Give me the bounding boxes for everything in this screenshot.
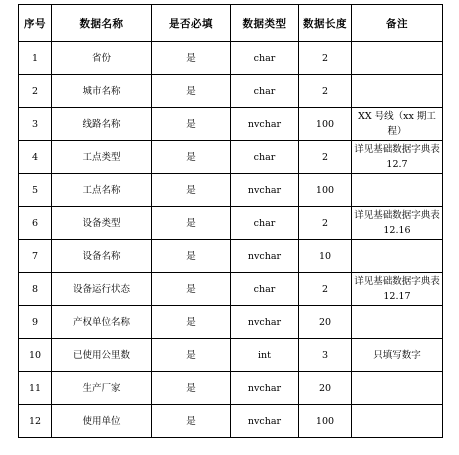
cell-data-name: 生产厂家 [52,372,152,405]
table-header [19,5,443,42]
cell-required: 是 [152,207,231,240]
cell-remarks: 只填写数字 [352,339,443,372]
cell-remarks: 详见基础数据字典表 12.7 [352,141,443,174]
table-row [19,174,443,207]
table-row [19,306,443,339]
cell-remarks: 详见基础数据字典表 12.16 [352,207,443,240]
cell-remarks: 详见基础数据字典表 12.17 [352,273,443,306]
cell-index: 1 [19,42,52,75]
cell-required: 是 [152,240,231,273]
cell-data-length: 20 [299,306,352,339]
cell-data-name: 已使用公里数 [52,339,152,372]
cell-data-length: 20 [299,372,352,405]
cell-data-type: int [231,339,299,372]
cell-data-length: 2 [299,141,352,174]
cell-data-name: 设备名称 [52,240,152,273]
cell-data-type: nvchar [231,108,299,141]
table-row [19,42,443,75]
cell-required: 是 [152,42,231,75]
cell-index: 6 [19,207,52,240]
table-row [19,273,443,306]
cell-index: 12 [19,405,52,438]
cell-data-name: 工点名称 [52,174,152,207]
cell-required: 是 [152,141,231,174]
cell-data-length: 2 [299,42,352,75]
cell-data-type: nvchar [231,240,299,273]
cell-data-type: nvchar [231,372,299,405]
cell-index: 9 [19,306,52,339]
cell-data-type: nvchar [231,174,299,207]
table-row [19,141,443,174]
header-required: 是否必填 [152,5,231,42]
field-spec-sheet [18,4,443,438]
cell-index: 11 [19,372,52,405]
table-row [19,207,443,240]
cell-remarks [352,240,443,273]
cell-data-type: char [231,207,299,240]
cell-data-name: 城市名称 [52,75,152,108]
cell-index: 4 [19,141,52,174]
cell-index: 2 [19,75,52,108]
cell-remarks [352,42,443,75]
cell-remarks [352,174,443,207]
cell-index: 7 [19,240,52,273]
cell-required: 是 [152,306,231,339]
header-data-name: 数据名称 [52,5,152,42]
table-row [19,339,443,372]
cell-data-name: 工点类型 [52,141,152,174]
cell-remarks [352,75,443,108]
cell-required: 是 [152,108,231,141]
header-row [19,5,443,42]
cell-index: 5 [19,174,52,207]
cell-data-name: 线路名称 [52,108,152,141]
cell-required: 是 [152,372,231,405]
cell-required: 是 [152,405,231,438]
cell-remarks [352,306,443,339]
cell-required: 是 [152,174,231,207]
cell-data-name: 设备类型 [52,207,152,240]
field-definition-table [18,4,443,438]
cell-data-type: char [231,75,299,108]
cell-data-length: 2 [299,207,352,240]
cell-data-length: 10 [299,240,352,273]
cell-remarks [352,372,443,405]
cell-data-type: char [231,141,299,174]
table-row [19,372,443,405]
cell-data-type: char [231,42,299,75]
header-data-length: 数据长度 [299,5,352,42]
cell-index: 10 [19,339,52,372]
cell-data-type: nvchar [231,405,299,438]
header-data-type: 数据类型 [231,5,299,42]
cell-data-name: 省份 [52,42,152,75]
cell-required: 是 [152,273,231,306]
cell-required: 是 [152,75,231,108]
cell-data-length: 2 [299,273,352,306]
cell-remarks: XX 号线（xx 期工程） [352,108,443,141]
cell-data-length: 100 [299,108,352,141]
cell-data-type: char [231,273,299,306]
table-row [19,75,443,108]
cell-data-length: 3 [299,339,352,372]
cell-data-name: 产权单位名称 [52,306,152,339]
cell-data-name: 使用单位 [52,405,152,438]
table-row [19,405,443,438]
cell-remarks [352,405,443,438]
header-remarks: 备注 [352,5,443,42]
header-index: 序号 [19,5,52,42]
cell-index: 8 [19,273,52,306]
cell-data-length: 100 [299,405,352,438]
table-row [19,108,443,141]
table-body [19,42,443,438]
cell-data-type: nvchar [231,306,299,339]
cell-data-length: 2 [299,75,352,108]
cell-index: 3 [19,108,52,141]
table-row [19,240,443,273]
cell-required: 是 [152,339,231,372]
cell-data-name: 设备运行状态 [52,273,152,306]
cell-data-length: 100 [299,174,352,207]
